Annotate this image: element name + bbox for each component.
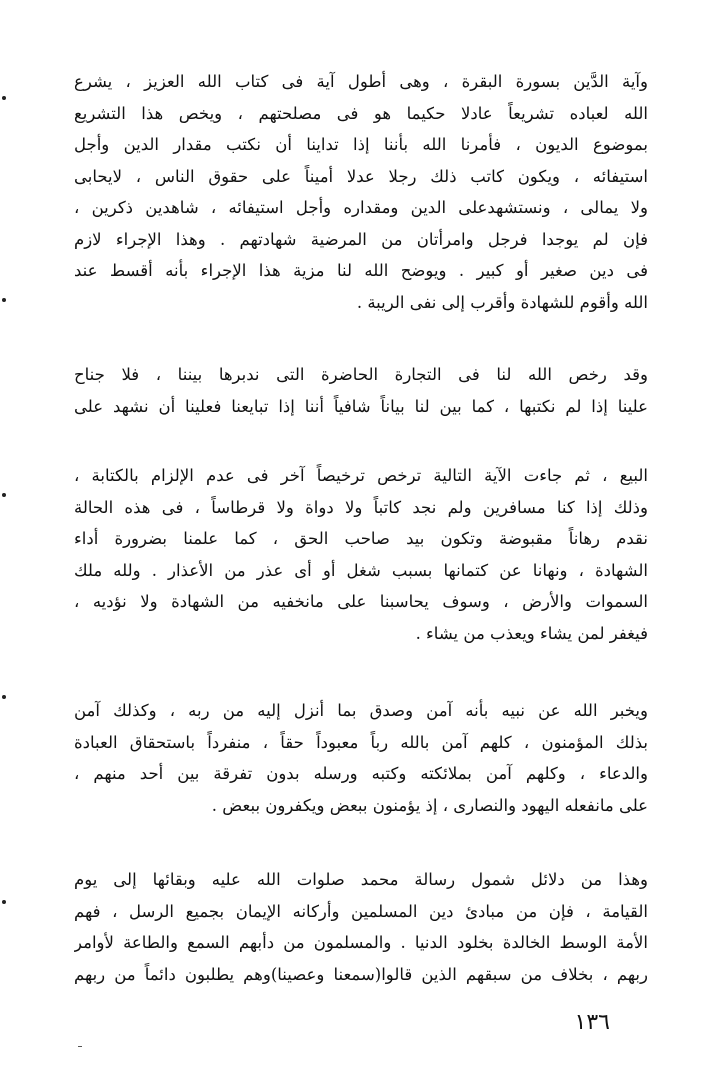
text-line: ربهم ، بخلاف من سبقهم الذين قالوا(سمعنا وعصينا)وهم يطلبون دائماً من ربهم xyxy=(74,964,648,984)
margin-dot xyxy=(2,298,6,302)
text-line: نقدم رهاناً مقبوضة وتكون بيد صاحب الحق ، كما علمنا بضرورة أداء xyxy=(74,529,648,548)
text-line: السموات والأرض ، وسوف يحاسبنا على مانخفيه من الشهادة ولا نؤديه ، xyxy=(74,592,648,611)
text-line: البيع ، ثم جاءت الآية التالية ترخص ترخيصاً آخر فى عدم الإلزام بالكتابة ، xyxy=(74,466,648,485)
text-line: الله لعباده تشريعاً عادلا حكيما هو فى مصلحتهم ، ويخص هذا التشريع xyxy=(74,103,648,123)
paragraph-verse-of-debt xyxy=(74,66,648,318)
bottom-margin-mark xyxy=(78,1046,82,1047)
text-line: فيغفر لمن يشاء ويعذب من يشاء . xyxy=(415,623,648,643)
text-line: وهذا من دلائل شمول رسالة محمد صلوات الله عليه وبقائها إلى يوم xyxy=(74,870,648,889)
text-line: الله وأقوم للشهادة وأقرب إلى نفى الريبة . xyxy=(356,292,648,312)
text-line: فإن لم يوجدا فرجل وامرأتان من المرضية شهادتهم . وهذا الإجراء لازم xyxy=(74,229,648,249)
text-line: الشهادة ، ونهانا عن كتمانها بسبب شغل أو أى عذر من الأعذار . ولله ملك xyxy=(74,560,648,580)
text-line: والدعاء ، وكلهم آمن بملائكته وكتبه ورسله بدون تفرقة بين أحد منهم ، xyxy=(74,764,648,783)
text-line: بموضوع الديون ، فأمرنا الله بأننا إذا تداينا أن نكتب مقدار الدين وأجل xyxy=(74,135,648,154)
margin-dot xyxy=(2,96,6,100)
paragraph-faith-of-believers xyxy=(74,695,648,821)
paragraph-present-trade xyxy=(74,359,648,422)
text-line: وآية الدَّين بسورة البقرة ، وهى أطول آية فى كتاب الله العزيز ، يشرع xyxy=(74,72,648,91)
text-line: فى دين صغير أو كبير . ويوضح الله لنا مزية هذا الإجراء بأنه أقسط عند xyxy=(74,261,648,280)
margin-dot xyxy=(2,900,6,904)
text-line: على مانفعله اليهود والنصارى ، إذ يؤمنون ببعض ويكفرون ببعض . xyxy=(211,795,648,815)
text-line: وقد رخص الله لنا فى التجارة الحاضرة التى ندبرها بيننا ، فلا جناح xyxy=(74,365,648,384)
text-line: وذلك إذا كنا مسافرين ولم نجد كاتباً ولا دواة ولا قرطاساً ، فى هذه الحالة xyxy=(74,497,648,517)
text-line: ولا يمالى ، ونستشهدعلى الدين ومقداره وأجل استيفائه ، شاهدين ذكرين ، xyxy=(74,198,648,217)
text-line: القيامة ، فإن من مبادئ دين المسلمين وأركانه الإيمان بجميع الرسل ، فهم xyxy=(74,901,648,921)
text-line: الأمة الوسط الخالدة بخلود الدنيا . والمسلمون من دأبهم السمع والطاعة لأوامر xyxy=(74,933,648,952)
text-line: علينا إذا لم نكتبها ، كما بين لنا بياناً شافياً أننا إذا تبايعنا فعلينا أن نشهد على xyxy=(74,396,648,416)
text-line: بذلك المؤمنون ، كلهم آمن بالله رباً معبوداً حقاً ، منفرداً باستحقاق العبادة xyxy=(74,732,648,752)
text-line: ويخبر الله عن نبيه بأنه آمن وصدق بما أنزل إليه من ربه ، وكذلك آمن xyxy=(74,701,648,720)
margin-dot xyxy=(2,695,6,699)
paragraph-universal-message xyxy=(74,864,648,990)
paragraph-travel-exemption xyxy=(74,460,648,649)
page-number: ١٣٦ xyxy=(574,1010,610,1035)
margin-dot xyxy=(2,493,6,497)
text-line: استيفائه ، ويكون كاتب ذلك رجلا عدلا أميناً على حقوق الناس ، لايحابى xyxy=(74,166,648,186)
